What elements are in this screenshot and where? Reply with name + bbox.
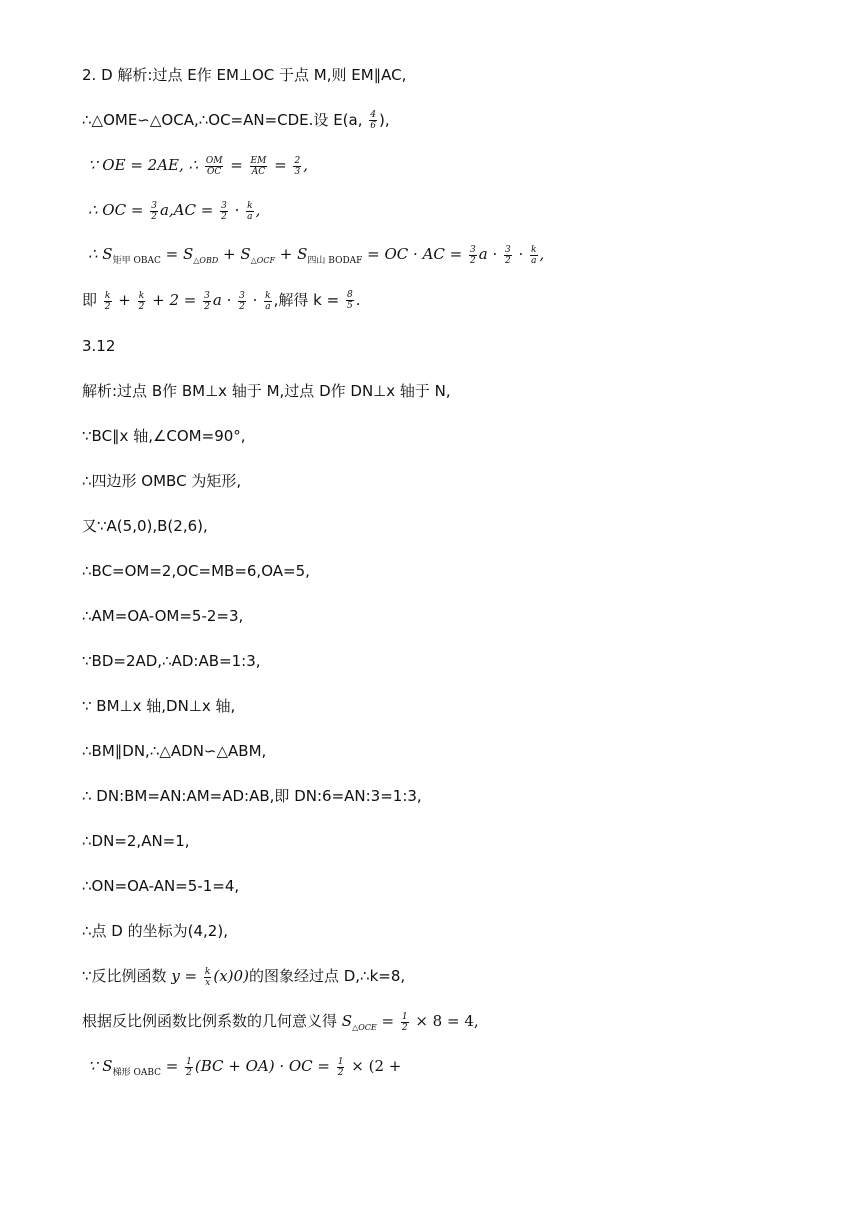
s3-line: 解析:过点 B作 BM⊥x 轴于 M,过点 D作 DN⊥x 轴于 N, — [82, 382, 451, 400]
s2-line-4: ∴ OC = $\frac{3}{2}$ a,AC = $\frac{3}{2}$ · $\frac{k}{a}$ , — [88, 200, 261, 222]
s2-text: 2. D 解析:过点 E作 EM⊥OC 于点 M,则 EM∥AC, — [82, 66, 407, 84]
s2-text: ∴△OME∽△OCA,∴OC=AN=CDE.设 E(a, — [82, 111, 368, 129]
s3-line: ∵ BM⊥x 轴,DN⊥x 轴, — [82, 697, 236, 715]
s3-line: ∵BD=2AD,∴AD:AB=1:3, — [82, 652, 261, 670]
s3-line: ∴AM=OA-OM=5-2=3, — [82, 607, 244, 625]
s3-line: ∴点 D 的坐标为(4,2), — [82, 922, 228, 940]
s2-text: ), — [379, 111, 390, 129]
s3-line: ∴ON=OA-AN=5-1=4, — [82, 877, 240, 895]
s2-line-1 — [82, 65, 406, 85]
s2-line-3: ∵ OE = 2AE, ∴ $\frac{OM}{OC}$ = $\frac{EM}{AC}$ = $\frac{2}{3}$ , — [88, 155, 308, 177]
s2-line-5: ∴ $S_{矩甲 OBAC} = S_{\triangle OBD} + S_{\triangle OCF} + S_{四山 BODAF}$ = OC · AC = $\frac{3}{2}$ a · $\frac{3}{2}$ · $\frac{k}{a}$ , — [88, 244, 545, 266]
s3-line: ∴BC=OM=2,OC=MB=6,OA=5, — [82, 562, 310, 580]
s2-line-6: 即 $\frac{k}{2}$ + $\frac{k}{2}$ + 2 = $\frac{3}{2}$ a · $\frac{3}{2}$ · $\frac{k}{a}$ ,解得 k = $\frac{8}{5}$ . — [82, 290, 361, 312]
s3-line: ∴DN=2,AN=1, — [82, 832, 190, 850]
fraction: $\frac{4}{6}$ — [370, 110, 376, 131]
s3-line: ∴四边形 OMBC 为矩形, — [82, 472, 242, 490]
s2-line-2 — [82, 110, 390, 131]
s3-line-15: 根据反比例函数比例系数的几何意义得 $S_{\triangle OCE}$ = $\frac{1}{2}$ × 8 = 4, — [82, 1011, 479, 1033]
s3-line: ∴ DN:BM=AN:AM=AD:AB,即 DN:6=AN:3=1:3, — [82, 787, 422, 805]
s3-line: ∴BM∥DN,∴△ADN∽△ABM, — [82, 742, 267, 760]
s3-line-14: ∵反比例函数 y = $\frac{k}{x}$ (x)0)的图象经过点 D,∴k=8, — [82, 966, 406, 988]
s3-line: 又∵A(5,0),B(2,6), — [82, 517, 208, 535]
s3-line: ∵BC∥x 轴,∠COM=90°, — [82, 427, 246, 445]
s3-title: 3.12 — [82, 337, 116, 355]
s3-line-16: ∵ $S_{梯形 OABC}$ = $\frac{1}{2}$ (BC + OA) · OC = $\frac{1}{2}$ × (2 + — [88, 1056, 402, 1078]
